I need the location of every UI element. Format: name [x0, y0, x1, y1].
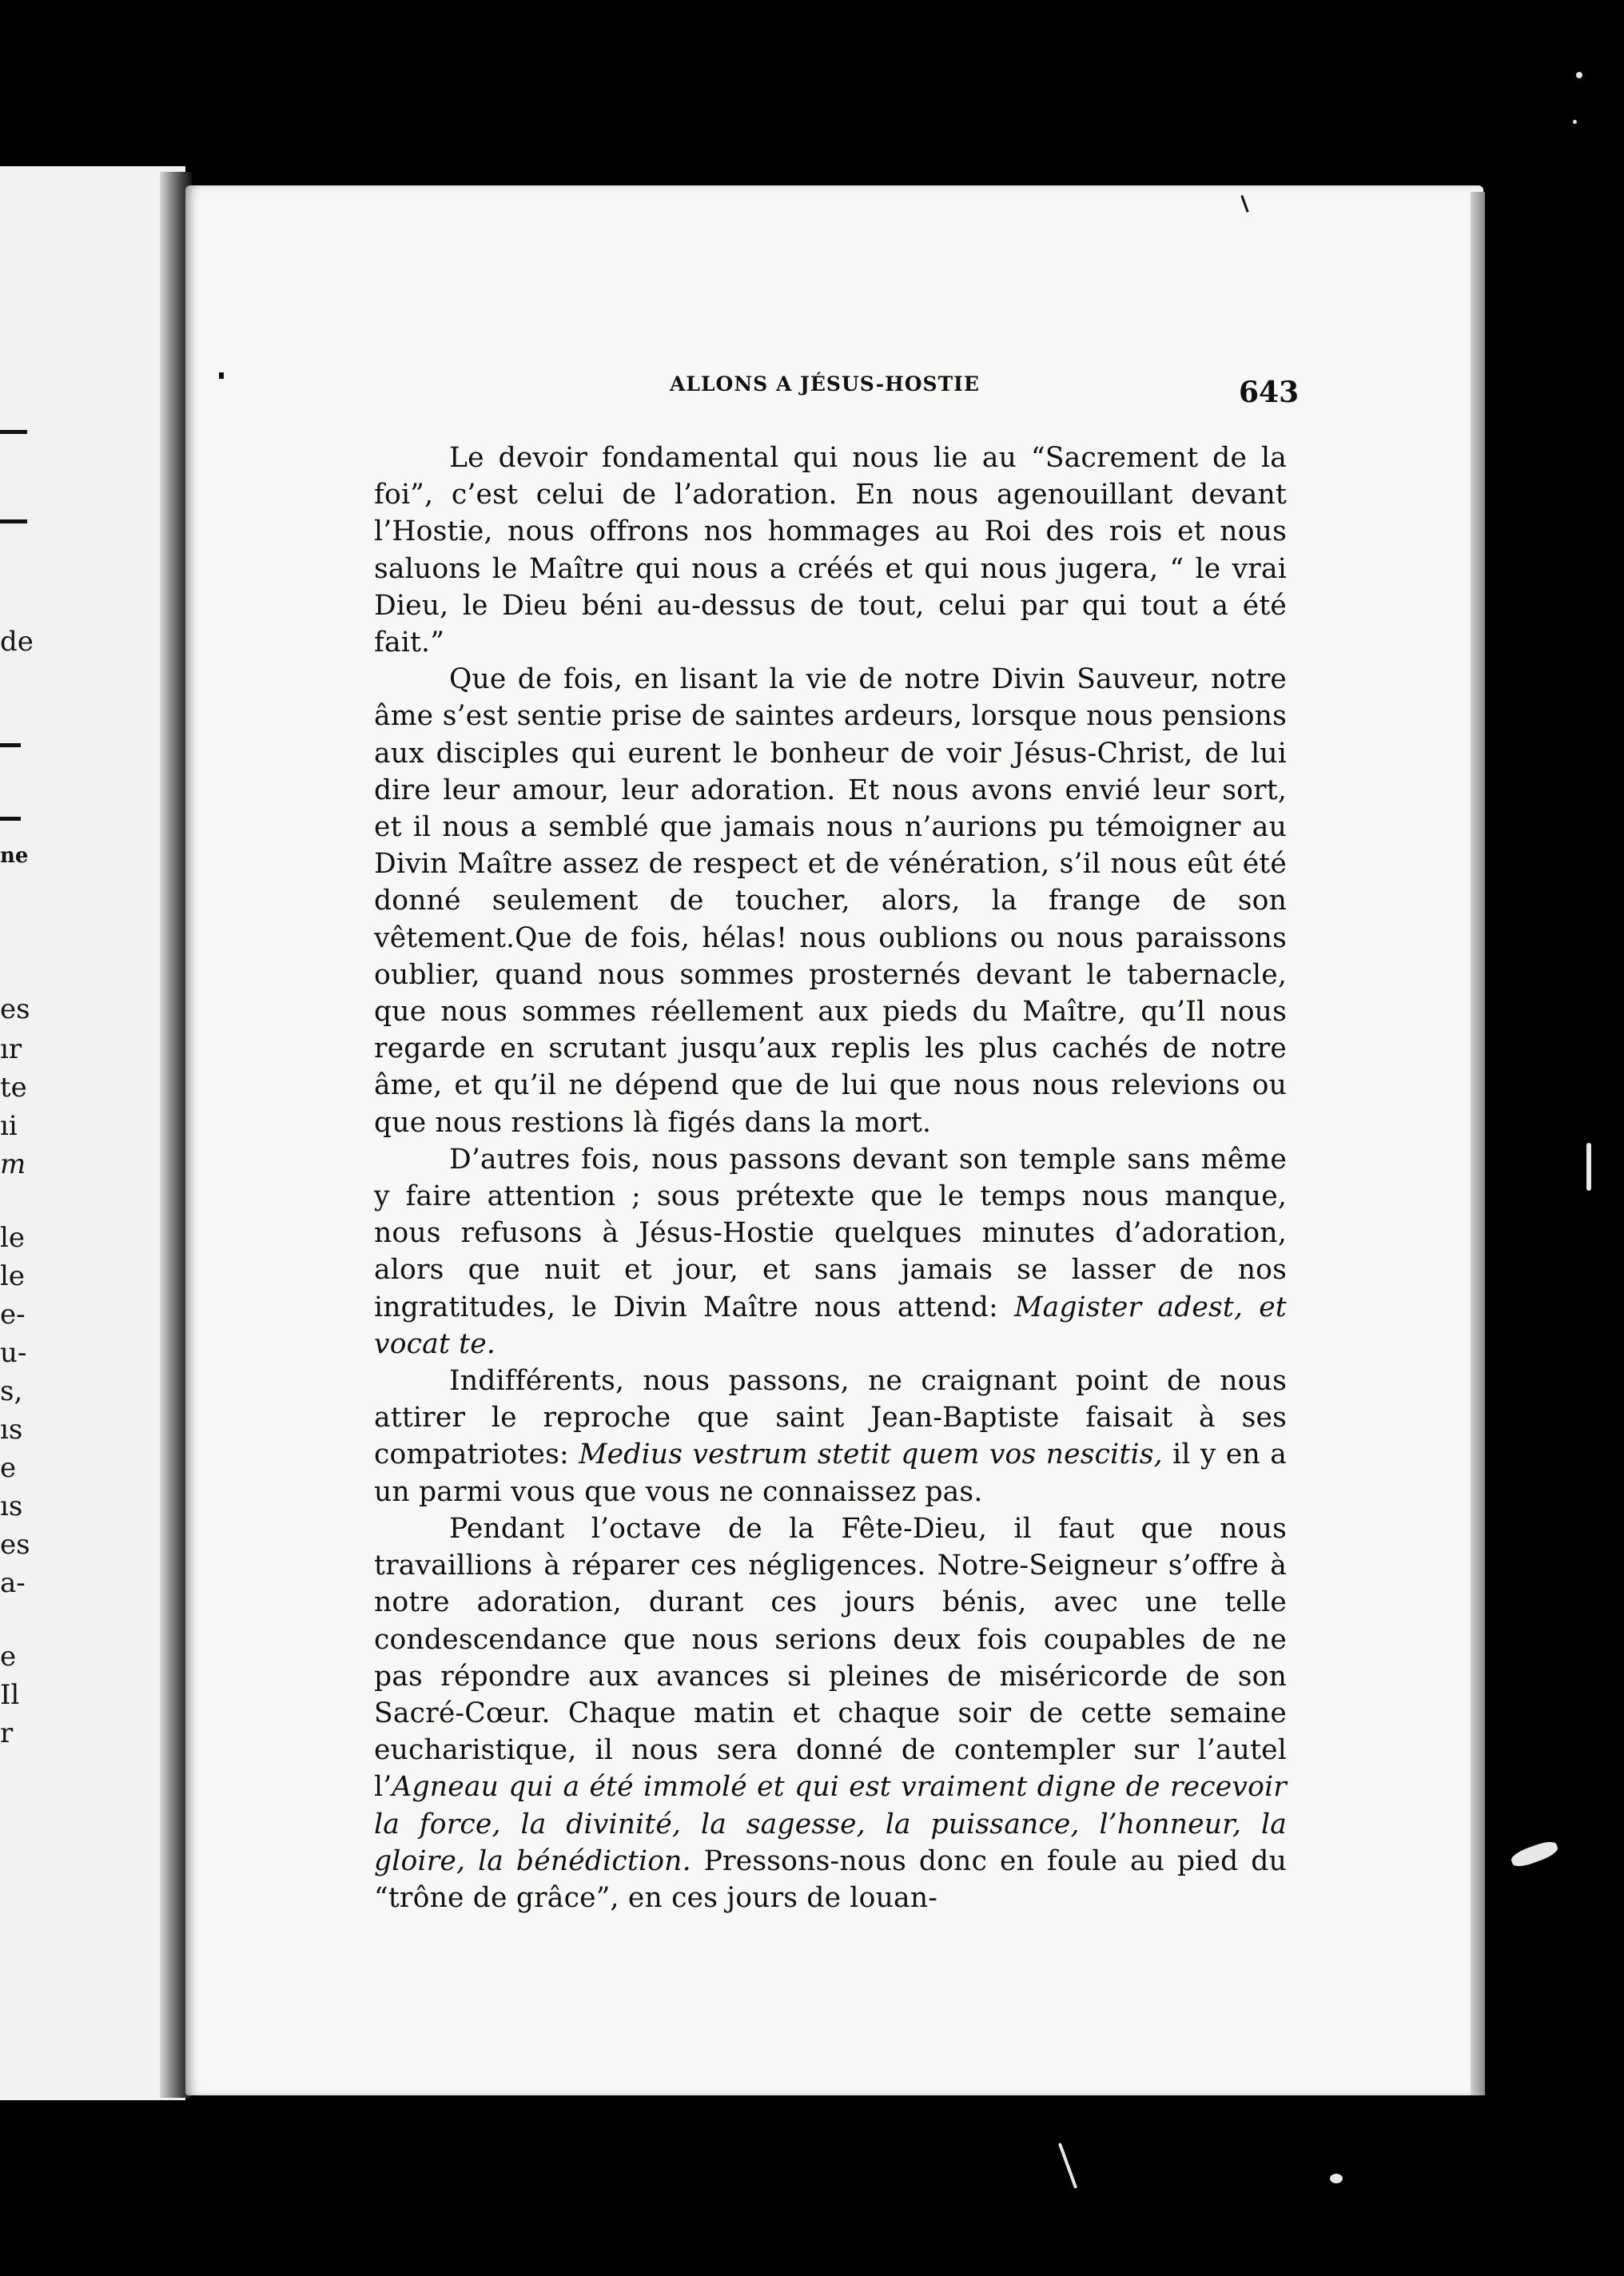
scan-mark — [219, 372, 224, 379]
left-page-fragment: le — [0, 1260, 25, 1292]
left-page-fragment: Il — [0, 1679, 20, 1711]
running-head: ALLONS A JÉSUS-HOSTIE — [670, 372, 980, 396]
paragraph — [374, 1510, 1287, 1916]
left-page-fragment: e — [0, 1452, 17, 1484]
left-page-fragment: e — [0, 1641, 17, 1673]
left-page-fragment: ıi — [0, 1110, 18, 1142]
left-page-fragment: r — [0, 1717, 14, 1749]
scan-speck — [1330, 2174, 1343, 2183]
previous-page-edge — [0, 166, 185, 2100]
paragraph-text: Le devoir fondamental qui nous lie au “Sacrement de la foi”, c’est celui de l’adoration. En nous agenouillant devant l’Hostie, nous offrons nos hommages au Roi des rois et nous saluons le Maître qui nous a créés et qui nous jugera, “ le vrai Dieu, le Dieu béni au-dessus de tout, celui par qui tout a été fait.” — [374, 442, 1287, 659]
scan-speck — [1576, 72, 1582, 78]
page-number: 643 — [1239, 376, 1300, 409]
left-page-fragment: le — [0, 1222, 25, 1254]
scripture-quote: Agneau qui a été immolé et qui est vraiment digne de recevoir la force, la divinité, la sagesse, la puissance, l’honneur, la gloire, la bénédiction. — [374, 1771, 1287, 1877]
left-page-fragment: s, — [0, 1375, 23, 1407]
left-page-rule — [0, 817, 21, 821]
paragraph-text: Pendant l’octave de la Fête-Dieu, il faut que nous travaillions à réparer ces négligences. Notre-Seigneur s’offre à notre adoration, durant ces jours bénis, avec une telle condescendance que nous serions deux fois coupables de ne pas répondre aux avances si pleines de miséricorde de son Sacré-Cœur. Chaque matin et chaque soir de cette semaine eucharistique, il nous sera donné de contempler sur l’autel l’ — [374, 1512, 1287, 1804]
page-body — [374, 440, 1287, 1916]
left-page-rule — [0, 743, 21, 747]
paragraph-text: Indifférents, nous passons, ne craignant point de nous attirer le reproche que saint Jean-Baptiste faisait à ses compatriotes: — [374, 1365, 1287, 1471]
left-page-rule — [0, 430, 27, 434]
scan-speck — [1573, 120, 1577, 124]
page-edge-shadow — [1471, 192, 1485, 2095]
paragraph — [374, 1141, 1287, 1363]
paragraph — [374, 661, 1287, 1141]
left-page-fragment: ır — [0, 1033, 22, 1065]
left-page-fragment: m — [0, 1148, 26, 1180]
left-page-fragment: ne — [0, 844, 29, 868]
latin-quote: Magister adest, et vocat te. — [374, 1291, 1287, 1360]
left-page-fragment: es — [0, 993, 30, 1025]
scan-speck — [1586, 1143, 1591, 1191]
left-page-rule — [0, 519, 27, 523]
left-page-fragment: e- — [0, 1299, 26, 1331]
latin-quote: Medius vestrum stetit quem vos nescitis, — [579, 1438, 1163, 1471]
paragraph-text: D’autres fois, nous passons devant son temple sans même y faire attention ; sous prétexte que le temps nous manque, nous refusons à Jésus-Hostie quelques minutes d’adoration, alors que nuit et jour, et sans jamais se lasser de nos ingratitudes, le Divin Maître nous attend: — [374, 1143, 1287, 1323]
paragraph — [374, 1363, 1287, 1510]
paragraph-text: Que de fois, en lisant la vie de notre Divin Sauveur, notre âme s’est sentie prise de saintes ardeurs, lorsque nous pensions aux disciples qui eurent le bonheur de voir Jésus-Christ, de lui dire leur amour, leur adoration. Et nous avons envié leur sort, et il nous a semblé que jamais nous n’aurions pu témoigner au Divin Maître assez de respect et de vénération, s’il nous eût été donné seulement de toucher, alors, la frange de son vêtement.Que de fois, hélas! nous oublions ou nous paraissons oublier, quand nous sommes prosternés devant le tabernacle, que nous sommes réellement aux pieds du Maître, qu’Il nous regarde en scrutant jusqu’aux replis les plus cachés de notre âme, et qu’il ne dépend que de lui que nous nous relevions ou que nous restions là figés dans la mort. — [374, 663, 1287, 1139]
scan-speck — [1058, 2143, 1077, 2189]
scan-speck — [1509, 1838, 1559, 1869]
left-page-fragment: ıs — [0, 1414, 23, 1446]
left-page-fragment: de — [0, 626, 34, 658]
left-page-fragment: a- — [0, 1567, 26, 1599]
left-page-fragment: u- — [0, 1337, 27, 1369]
left-page-fragment: es — [0, 1529, 30, 1561]
paragraph — [374, 440, 1287, 661]
left-page-fragment: ıs — [0, 1490, 23, 1522]
left-page-fragment: te — [0, 1072, 27, 1104]
paragraph-text: il y en a un parmi vous que vous ne connaissez pas. — [374, 1438, 1287, 1508]
paragraph-text: Pressons-nous donc en foule au pied du “trône de grâce”, en ces jours de louan- — [374, 1844, 1287, 1914]
